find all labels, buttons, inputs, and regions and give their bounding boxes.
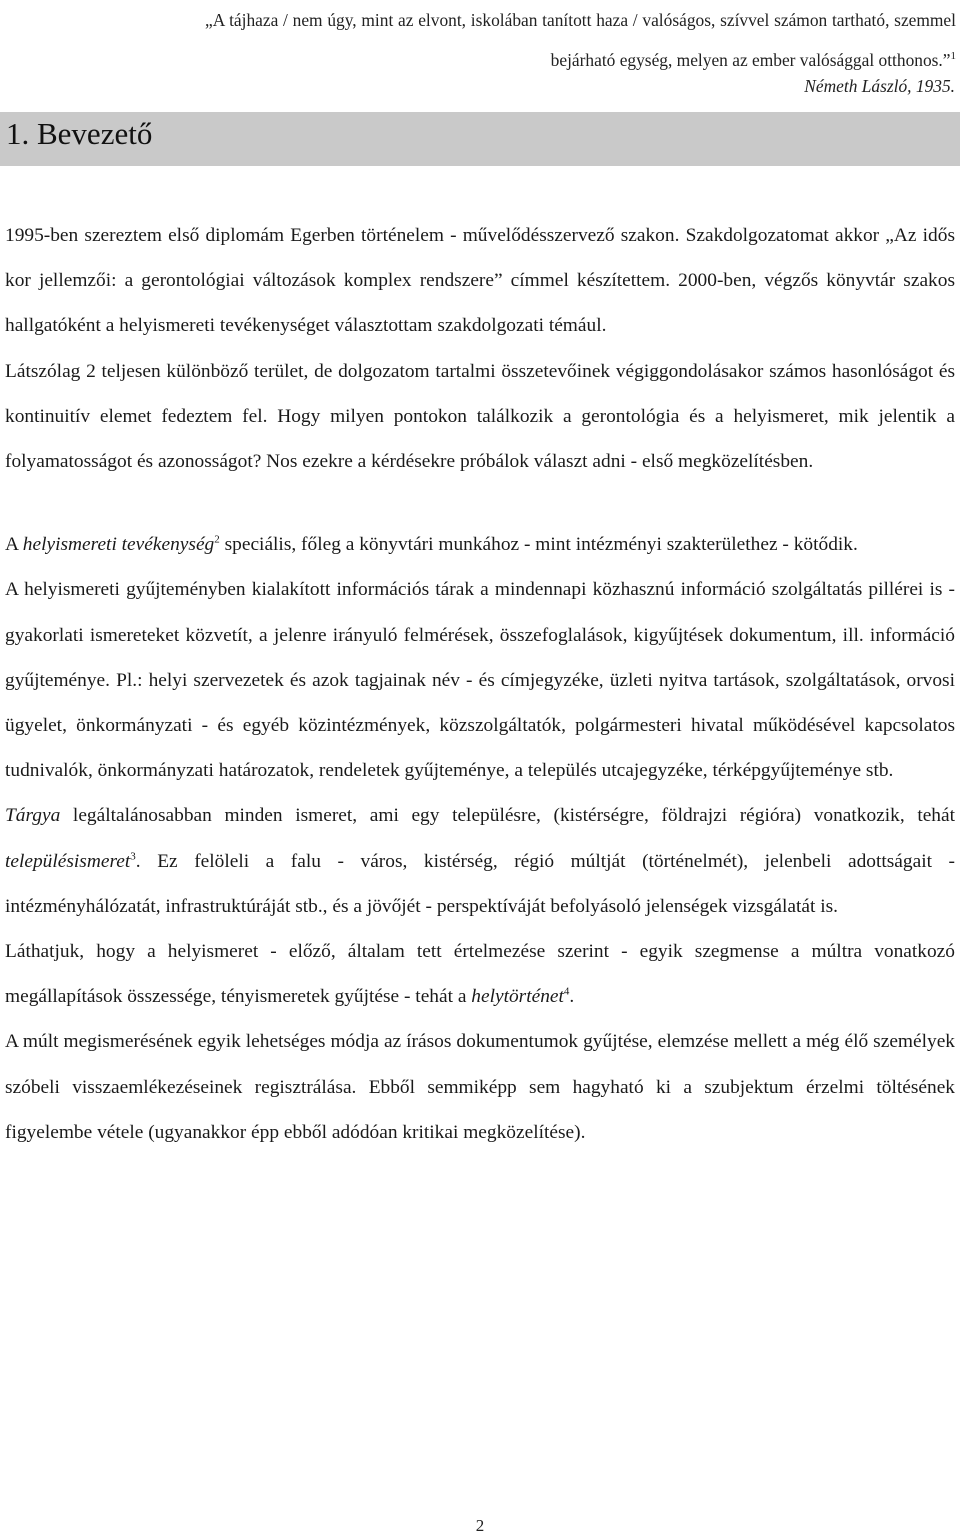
epigraph-text: „A tájhaza / nem úgy, mint az elvont, iskolában tanított haza / valóságos, szívvel számon tartható, szemmel bejárható egység, melyen az ember valósággal otthonos.” bbox=[205, 10, 956, 70]
page-number: 2 bbox=[475, 1516, 485, 1535]
footnote-ref-2[interactable]: 2 bbox=[214, 533, 220, 546]
epigraph-footnote-ref[interactable]: 1 bbox=[950, 50, 956, 63]
term-helyismereti-tevekenyseg: helyismereti tevékenység bbox=[22, 534, 215, 556]
epigraph bbox=[205, 0, 956, 80]
paragraph-5: Tárgya legáltalánosabban minden ismeret, ami egy településre, (kistérségre, földrajzi régióra) vonatkozik, tehát településismeret$^3$. Ez felöleli a falu - város, kistérség, régió múltját (történelmét), jelenbeli adottságait - intézményhálózatát, infrastruktúráját stb., és a jövőjét - perspektíváját befolyásoló jelenségek vizsgálatát is. bbox=[5, 805, 955, 917]
term-telepulesismeret: településismeret bbox=[5, 850, 131, 872]
footnote-ref-3[interactable]: 3 bbox=[130, 850, 136, 863]
body-text bbox=[5, 213, 955, 1155]
footnote-ref-4[interactable]: 4 bbox=[563, 985, 570, 998]
paragraph-6: Láthatjuk, hogy a helyismeret - előző, általam tett értelmezése szerint - egyik szegmense a múltra vonatkozó megállapítások összessége, tényismeretek gyűjtése - tehát a helytörténet$^4$. bbox=[5, 941, 955, 1008]
section-heading: 1. Bevezető bbox=[6, 116, 153, 151]
paragraph-4: A helyismereti gyűjteményben kialakított információs tárak a mindennapi közhasznú információ szolgáltatás pillérei is - gyakorlati ismereteket közvetít, a jelenre irányuló felmérések, összefoglalások, kigyűjtések dokumentum, ill. információ gyűjteménye. Pl.: helyi szervezetek és azok tagjainak név - és címjegyzéke, üzleti nyitva tartások, szolgáltatások, orvosi ügyelet, önkormányzati - és egyéb közintézmények, közszolgáltatók, polgármesteri hivatal működésével kapcsolatos tudnivalók, önkormányzati határozatok, rendeletek gyűjteménye, a település utcajegyzéke, térképgyűjteménye stb. bbox=[5, 579, 955, 782]
paragraph-3: A helyismereti tevékenység$^2$ speciális, főleg a könyvtári munkához - mint intézményi szakterülethez - kötődik. bbox=[5, 533, 858, 556]
term-helytortenet: helytörténet bbox=[471, 986, 564, 1008]
paragraph-2: Látszólag 2 teljesen különböző terület, de dolgozatom tartalmi összetevőinek végiggondolásakor számos hasonlóságot és kontinuitív elemet fedeztem fel. Hogy milyen pontokon találkozik a gerontológia és a helyismeret, mik jelentik a folyamatosságot és azonosságot? Nos ezekre a kérdésekre próbálok választ adni - első megközelítésben. bbox=[5, 360, 955, 473]
paragraph-7: A múlt megismerésének egyik lehetséges módja az írásos dokumentumok gyűjtése, elemzése mellett a még élő személyek szóbeli visszaemlékezéseinek regisztrálása. Ebből semmiképp sem hagyható ki a szubjektum érzelmi töltésének figyelembe vétele (ugyanakkor épp ebből adódóan kritikai megközelítése). bbox=[5, 1031, 955, 1143]
paragraph-1: 1995-ben szereztem első diplomám Egerben történelem - művelődésszervező szakon. Szakdolgozatomat akkor „Az idős kor jellemzői: a gerontológiai változások komplex rendszere” címmel készítettem. 2000-ben, végzős könyvtár szakos hallgatóként a helyismereti tevékenységet választottam szakdolgozati témául. bbox=[5, 225, 955, 337]
term-targya: Tárgya bbox=[5, 805, 61, 827]
epigraph-author: Németh László, 1935. bbox=[804, 76, 955, 96]
